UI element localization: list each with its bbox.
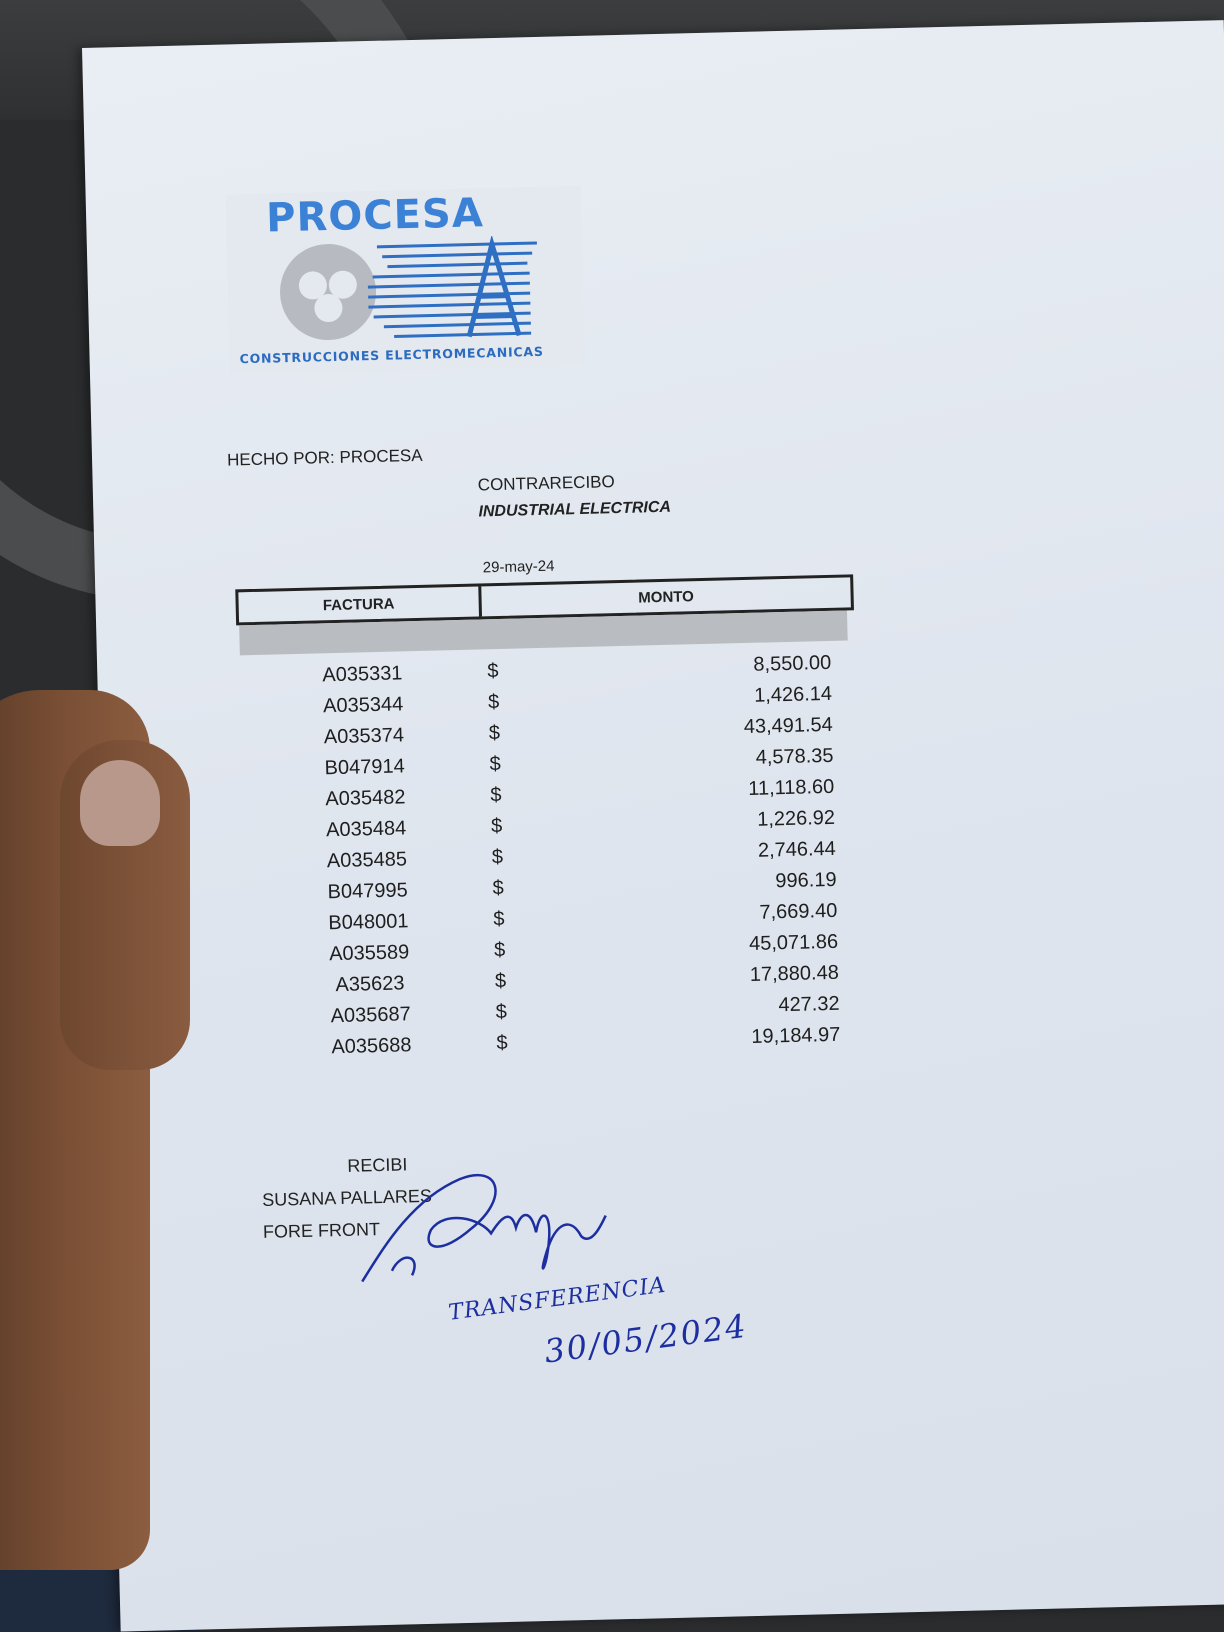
invoice-number: A035331 <box>322 662 403 687</box>
logo-emblem-icon <box>267 235 549 347</box>
column-header-monto: MONTO <box>638 587 695 607</box>
thumbnail <box>80 760 160 846</box>
currency-symbol: $ <box>494 969 507 993</box>
invoice-amount: 43,491.54 <box>743 713 834 739</box>
invoice-amount: 4,578.35 <box>755 744 834 769</box>
invoice-number: A035344 <box>322 693 404 718</box>
handwritten-date: 30/05/2024 <box>542 1306 750 1371</box>
logo-subtitle: CONSTRUCCIONES ELECTROMECANICAS <box>239 343 544 367</box>
client-name: INDUSTRIAL ELECTRICA <box>478 498 672 521</box>
invoice-number: A035484 <box>325 817 407 842</box>
invoice-amount: 11,118.60 <box>748 775 835 800</box>
document-date: 29-may-24 <box>482 557 555 577</box>
invoice-amount: 17,880.48 <box>749 961 840 986</box>
currency-symbol: $ <box>493 907 505 931</box>
invoice-amount: 2,746.44 <box>757 837 837 862</box>
invoice-number: B048001 <box>328 910 409 935</box>
invoice-amount: 8,550.00 <box>753 651 832 676</box>
handwritten-note: TRANSFERENCIA <box>447 1272 668 1326</box>
currency-symbol: $ <box>490 783 502 807</box>
invoice-number: A035688 <box>331 1034 412 1059</box>
currency-symbol: $ <box>495 1000 508 1024</box>
currency-symbol: $ <box>496 1031 508 1055</box>
invoice-amount: 7,669.40 <box>759 899 838 924</box>
currency-symbol: $ <box>488 721 501 745</box>
received-label: RECIBI <box>347 1154 408 1176</box>
invoice-amount: 45,071.86 <box>748 930 839 955</box>
invoice-number: A035482 <box>325 786 406 811</box>
invoice-number: A035589 <box>328 941 410 966</box>
column-header-factura: FACTURA <box>238 586 482 622</box>
invoice-number: A035374 <box>323 724 405 749</box>
invoice-table <box>237 647 859 1065</box>
paper-sheet <box>82 20 1224 1631</box>
logo-title: PROCESA <box>265 190 485 242</box>
invoice-number: B047995 <box>327 879 408 904</box>
invoice-amount: 1,426.14 <box>753 682 833 707</box>
invoice-number: A035485 <box>326 848 408 873</box>
made-by-label: HECHO POR: PROCESA <box>226 445 423 470</box>
invoice-amount: 996.19 <box>775 868 837 893</box>
currency-symbol: $ <box>489 752 502 776</box>
invoice-number: B047914 <box>324 755 405 780</box>
receiver-company: FORE FRONT <box>262 1219 381 1242</box>
currency-symbol: $ <box>493 938 506 962</box>
invoice-amount: 427.32 <box>778 992 840 1017</box>
currency-symbol: $ <box>487 660 499 683</box>
receiver-name: SUSANA PALLARES <box>261 1185 433 1210</box>
currency-symbol: $ <box>491 845 504 869</box>
handwritten-signature <box>349 1155 612 1291</box>
currency-symbol: $ <box>487 691 500 714</box>
currency-symbol: $ <box>492 876 505 900</box>
invoice-number: A35623 <box>335 972 405 997</box>
currency-symbol: $ <box>490 814 503 838</box>
document-type: CONTRARECIBO <box>477 472 615 495</box>
company-logo <box>226 186 585 375</box>
invoice-amount: 19,184.97 <box>751 1023 841 1048</box>
invoice-number: A035687 <box>330 1003 412 1028</box>
invoice-amount: 1,226.92 <box>756 806 836 831</box>
